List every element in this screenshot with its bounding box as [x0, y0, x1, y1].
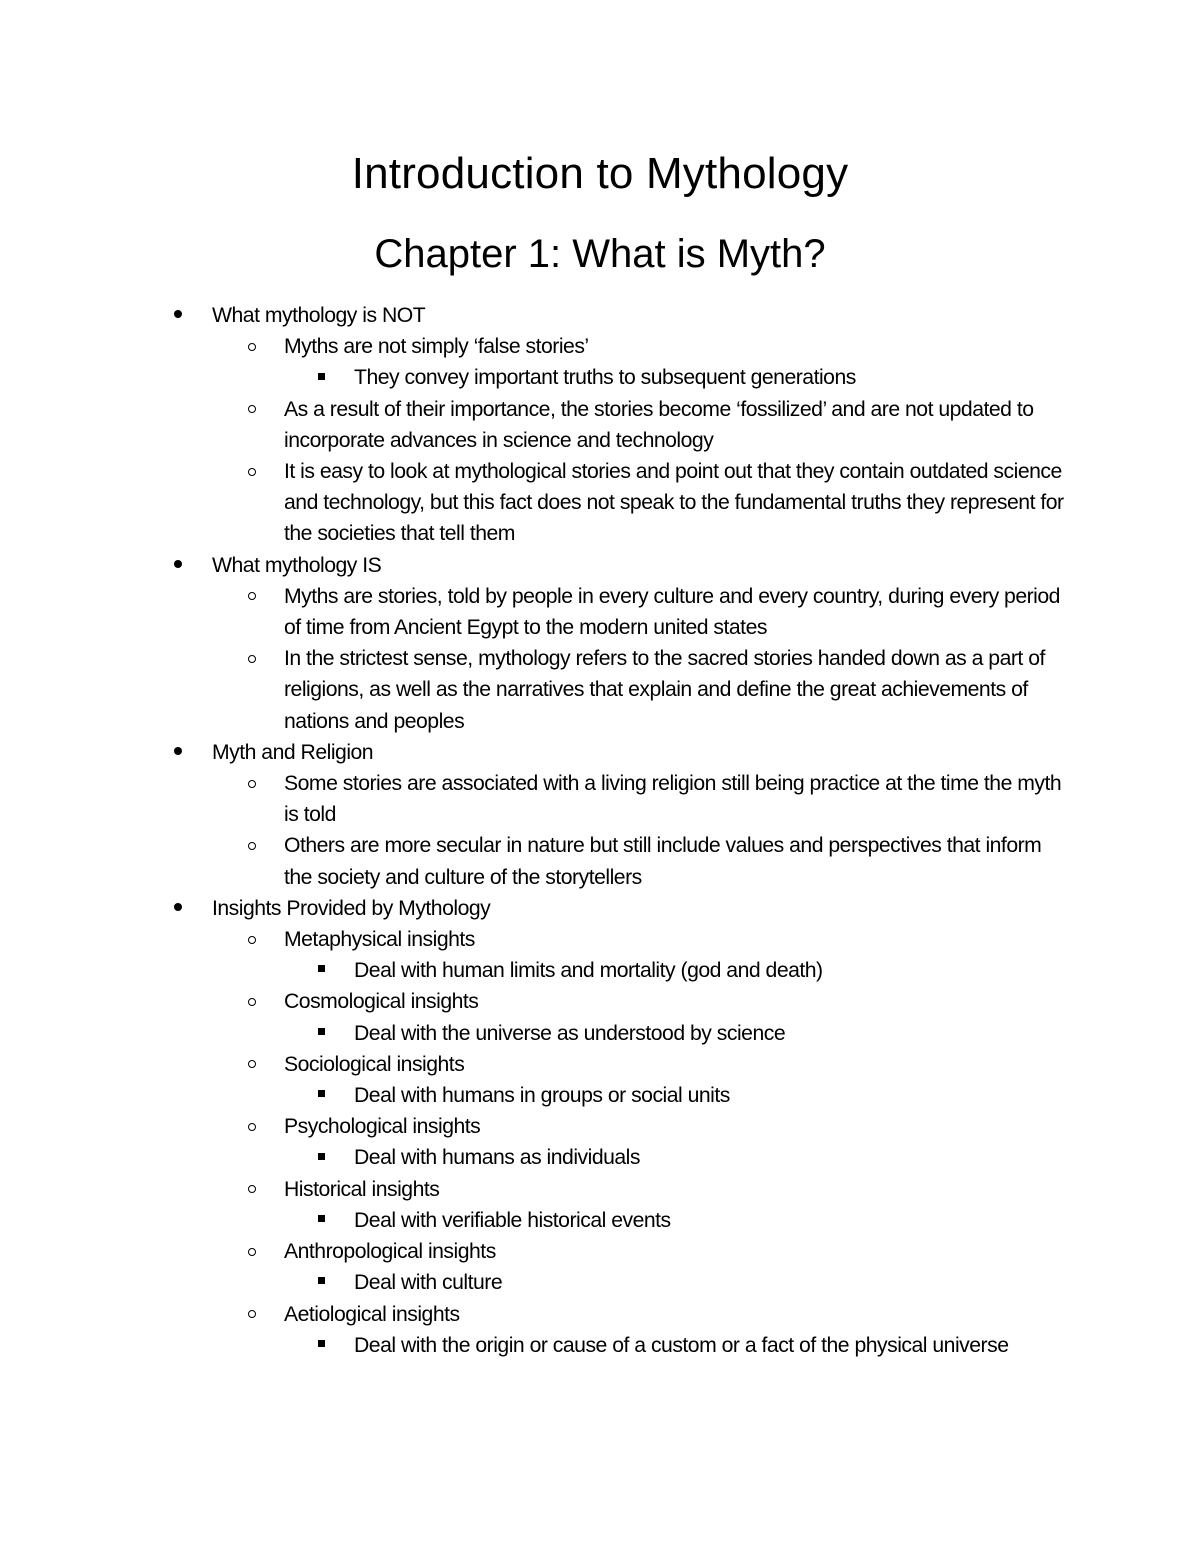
- bullet-square: [318, 1330, 325, 1361]
- section-point: Some stories are associated with a living religion still being practice at the time the myth is told: [0, 768, 1074, 830]
- section-point: Others are more secular in nature but still include values and perspectives that inform the society and culture of the storytellers: [0, 830, 1074, 892]
- section-point: Anthropological insights: [0, 1236, 1074, 1267]
- section-point: Myths are not simply ‘false stories’: [0, 331, 1074, 362]
- section-subpoint: Deal with verifiable historical events: [0, 1205, 1014, 1236]
- section-point: Psychological insights: [0, 1111, 1074, 1142]
- document-title: Introduction to Mythology: [351, 149, 849, 198]
- bullet-circle: [248, 986, 256, 1017]
- outline-list: [0, 300, 1200, 1361]
- section-heading: Myth and Religion: [0, 737, 1200, 768]
- bullet-square: [318, 362, 325, 393]
- bullet-square: [318, 1080, 325, 1111]
- section-heading: Insights Provided by Mythology: [0, 893, 1200, 924]
- section-point: It is easy to look at mythological stories and point out that they contain outdated science and technology, but this fact does not speak to the fundamental truths they represent for the societies that tell them: [0, 456, 1074, 550]
- section-point: Historical insights: [0, 1174, 1074, 1205]
- bullet-disc: [174, 550, 182, 581]
- bullet-circle: [248, 830, 256, 861]
- bullet-disc: [174, 737, 182, 768]
- bullet-square: [318, 1018, 325, 1049]
- section-point: Aetiological insights: [0, 1299, 1074, 1330]
- bullet-circle: [248, 394, 256, 425]
- bullet-circle: [248, 1174, 256, 1205]
- section-heading: What mythology is NOT: [0, 300, 1200, 331]
- section-subpoint: Deal with the universe as understood by science: [0, 1018, 1014, 1049]
- section-point: Metaphysical insights: [0, 924, 1074, 955]
- bullet-circle: [248, 1236, 256, 1267]
- bullet-circle: [248, 768, 256, 799]
- bullet-square: [318, 1142, 325, 1173]
- section-subpoint: Deal with culture: [0, 1267, 1014, 1298]
- bullet-circle: [248, 1111, 256, 1142]
- section-heading: What mythology IS: [0, 550, 1200, 581]
- bullet-circle: [248, 924, 256, 955]
- bullet-square: [318, 1267, 325, 1298]
- bullet-circle: [248, 643, 256, 674]
- section-point: Cosmological insights: [0, 986, 1074, 1017]
- bullet-square: [318, 1205, 325, 1236]
- section-point: In the strictest sense, mythology refers to the sacred stories handed down as a part of religions, as well as the narratives that explain and define the great achievements of nations and peoples: [0, 643, 1074, 737]
- bullet-square: [318, 955, 325, 986]
- bullet-circle: [248, 1299, 256, 1330]
- section-subpoint: Deal with humans in groups or social units: [0, 1080, 1014, 1111]
- section-subpoint: Deal with human limits and mortality (god and death): [0, 955, 1014, 986]
- bullet-circle: [248, 581, 256, 612]
- bullet-circle: [248, 1049, 256, 1080]
- section-point: Sociological insights: [0, 1049, 1074, 1080]
- bullet-circle: [248, 331, 256, 362]
- section-subpoint: Deal with humans as individuals: [0, 1142, 1014, 1173]
- bullet-circle: [248, 456, 256, 487]
- bullet-disc: [174, 893, 182, 924]
- chapter-heading: Chapter 1: What is Myth?: [374, 232, 826, 276]
- section-point: Myths are stories, told by people in every culture and every country, during every period of time from Ancient Egypt to the modern united states: [0, 581, 1074, 643]
- section-point: As a result of their importance, the stories become ‘fossilized’ and are not updated to incorporate advances in science and technology: [0, 394, 1074, 456]
- section-subpoint: They convey important truths to subsequent generations: [0, 362, 1014, 393]
- section-subpoint: Deal with the origin or cause of a custom or a fact of the physical universe: [0, 1330, 1014, 1361]
- bullet-disc: [174, 300, 182, 331]
